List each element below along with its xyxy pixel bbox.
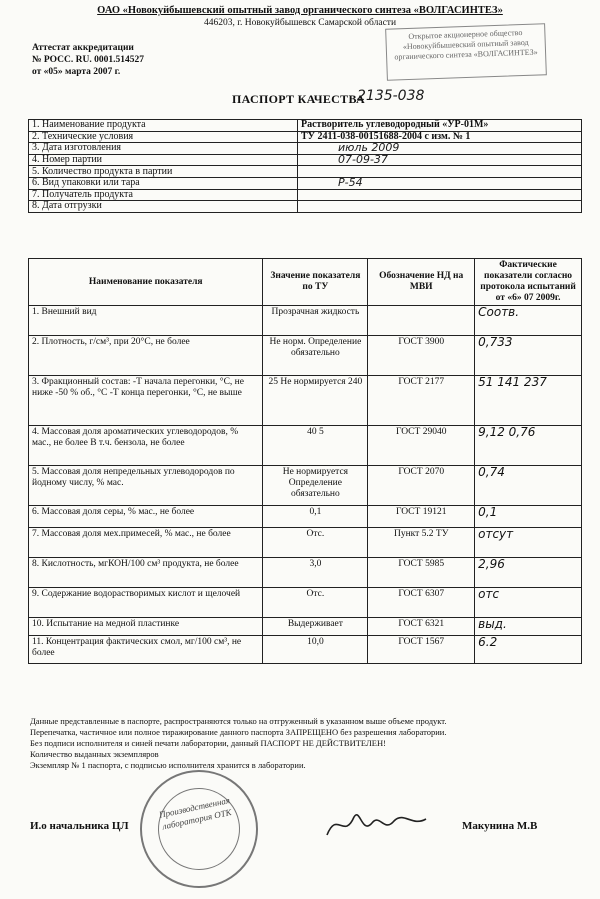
company-name: ОАО «Новокуйбышевский опытный завод органического синтеза «ВОЛГАСИНТЕЗ» — [97, 5, 503, 16]
company-stamp: Открытое акционерное общество «Новокуйбышевский опытный завод органического синтеза «ВОЛГАСИНТЕЗ» — [385, 23, 547, 81]
info-row — [29, 143, 582, 155]
signer-left: И.о начальника ЦЛ — [30, 820, 129, 832]
row-fact: 2,96 — [475, 558, 582, 588]
info-label: 2. Технические условия — [29, 131, 298, 143]
quality-row — [29, 588, 582, 618]
signer-right: Макунина М.В — [462, 820, 538, 832]
row-name: 7. Массовая доля мех.примесей, % мас., не более — [29, 528, 263, 558]
info-row — [29, 166, 582, 178]
seal-text: Производственная лаборатория ОТК — [150, 780, 247, 877]
row-fact: 0,74 — [475, 466, 582, 506]
quality-row — [29, 426, 582, 466]
info-label: 7. Получатель продукта — [29, 189, 298, 201]
row-name: 1. Внешний вид — [29, 306, 263, 336]
row-method: ГОСТ 3900 — [368, 336, 475, 376]
row-name: 2. Плотность, г/см³, при 20°С, не более — [29, 336, 263, 376]
info-value — [298, 201, 582, 213]
accreditation-block — [32, 42, 144, 78]
row-norm: 0,1 — [263, 506, 368, 528]
footer-line-3: Без подписи исполнителя и синей печати лаборатории, данный ПАСПОРТ НЕ ДЕЙСТВИТЕЛЕН! — [30, 738, 386, 748]
info-label: 6. Вид упаковки или тара — [29, 177, 298, 189]
quality-table-header — [29, 259, 582, 306]
info-label: 5. Количество продукта в партии — [29, 166, 298, 178]
handwritten-signature — [322, 805, 432, 845]
row-norm: 40 5 — [263, 426, 368, 466]
row-fact: 51 141 237 — [475, 376, 582, 426]
info-label: 3. Дата изготовления — [29, 143, 298, 155]
row-method: ГОСТ 6307 — [368, 588, 475, 618]
footer-notes — [30, 716, 447, 771]
company-address: 446203, г. Новокуйбышевск Самарской области — [203, 18, 397, 28]
info-value: Р-54 — [298, 177, 582, 189]
row-fact: Соотв. — [475, 306, 582, 336]
footer-line-2: Перепечатка, частичное или полное тиражирование данного паспорта ЗАПРЕЩЕНО без разрешения лаборатории. — [30, 727, 447, 737]
row-name: 8. Кислотность, мгКОН/100 см³ продукта, не более — [29, 558, 263, 588]
row-norm: Выдерживает — [263, 618, 368, 636]
header-fact: Фактические показатели согласно протокола испытаний от «6» 07 2009г. — [475, 259, 582, 306]
quality-row — [29, 636, 582, 664]
info-value: ТУ 2411-038-00151688-2004 с изм. № 1 — [298, 131, 582, 143]
footer-line-1: Данные представленные в паспорте, распространяются только на отгруженный в указанном выше объеме продукт. — [30, 716, 447, 726]
info-label: 4. Номер партии — [29, 154, 298, 166]
row-norm: Отс. — [263, 588, 368, 618]
quality-row — [29, 558, 582, 588]
row-norm: 25 Не нормируется 240 — [263, 376, 368, 426]
row-norm: Отс. — [263, 528, 368, 558]
quality-row — [29, 618, 582, 636]
row-norm: 10,0 — [263, 636, 368, 664]
row-name: 5. Массовая доля непредельных углеводородов по йодному числу, % мас. — [29, 466, 263, 506]
info-label: 8. Дата отгрузки — [29, 201, 298, 213]
row-norm: 3,0 — [263, 558, 368, 588]
row-name: 11. Концентрация фактических смол, мг/100 см³, не более — [29, 636, 263, 664]
quality-row — [29, 306, 582, 336]
document-number: 2135-038 — [357, 88, 425, 104]
row-norm: Не норм. Определение обязательно — [263, 336, 368, 376]
footer-line-4: Количество выданных экземпляров — [30, 749, 159, 759]
info-value: июль 2009 — [298, 143, 582, 155]
row-name: 3. Фракционный состав: -Т начала перегонки, °С, не ниже -50 % об., °С -Т конца перегонки, °С, не выше — [29, 376, 263, 426]
product-info-table — [28, 119, 582, 213]
row-fact: 0,1 — [475, 506, 582, 528]
document-title: ПАСПОРТ КАЧЕСТВА — [232, 92, 365, 106]
header-norm: Значение показателя по ТУ — [263, 259, 368, 306]
info-row — [29, 154, 582, 166]
quality-row — [29, 506, 582, 528]
row-method: Пункт 5.2 ТУ — [368, 528, 475, 558]
row-method — [368, 306, 475, 336]
info-row — [29, 189, 582, 201]
info-row — [29, 177, 582, 189]
row-method: ГОСТ 6321 — [368, 618, 475, 636]
row-name: 9. Содержание водорастворимых кислот и щелочей — [29, 588, 263, 618]
laboratory-seal — [129, 759, 269, 899]
quality-row — [29, 528, 582, 558]
row-fact: отсут — [475, 528, 582, 558]
row-method: ГОСТ 19121 — [368, 506, 475, 528]
row-method: ГОСТ 1567 — [368, 636, 475, 664]
row-fact: выд. — [475, 618, 582, 636]
info-row — [29, 131, 582, 143]
header-method: Обозначение НД на МВИ — [368, 259, 475, 306]
info-label: 1. Наименование продукта — [29, 120, 298, 132]
row-norm: Прозрачная жидкость — [263, 306, 368, 336]
accreditation-line-2: № РОСС. RU. 0001.514527 — [32, 55, 144, 65]
row-name: 4. Массовая доля ароматических углеводородов, % мас., не более В т.ч. бензола, не более — [29, 426, 263, 466]
quality-row — [29, 466, 582, 506]
row-fact: 9,12 0,76 — [475, 426, 582, 466]
info-row — [29, 120, 582, 132]
row-method: ГОСТ 5985 — [368, 558, 475, 588]
row-fact: отс — [475, 588, 582, 618]
info-value: Растворитель углеводородный «УР-01М» — [298, 120, 582, 132]
row-fact: 0,733 — [475, 336, 582, 376]
info-row — [29, 201, 582, 213]
row-method: ГОСТ 2070 — [368, 466, 475, 506]
info-value: 07-09-37 — [298, 154, 582, 166]
quality-row — [29, 336, 582, 376]
row-name: 6. Массовая доля серы, % мас., не более — [29, 506, 263, 528]
row-fact: 6.2 — [475, 636, 582, 664]
quality-row — [29, 376, 582, 426]
row-name: 10. Испытание на медной пластинке — [29, 618, 263, 636]
quality-table — [28, 258, 582, 664]
footer-line-5: Экземпляр № 1 паспорта, с подписью исполнителя хранится в лаборатории. — [30, 760, 306, 770]
row-method: ГОСТ 2177 — [368, 376, 475, 426]
header-name: Наименование показателя — [29, 259, 263, 306]
accreditation-line-1: Аттестат аккредитации — [32, 43, 134, 53]
accreditation-line-3: от «05» марта 2007 г. — [32, 67, 121, 77]
row-norm: Не нормируется Определение обязательно — [263, 466, 368, 506]
info-value — [298, 189, 582, 201]
row-method: ГОСТ 29040 — [368, 426, 475, 466]
